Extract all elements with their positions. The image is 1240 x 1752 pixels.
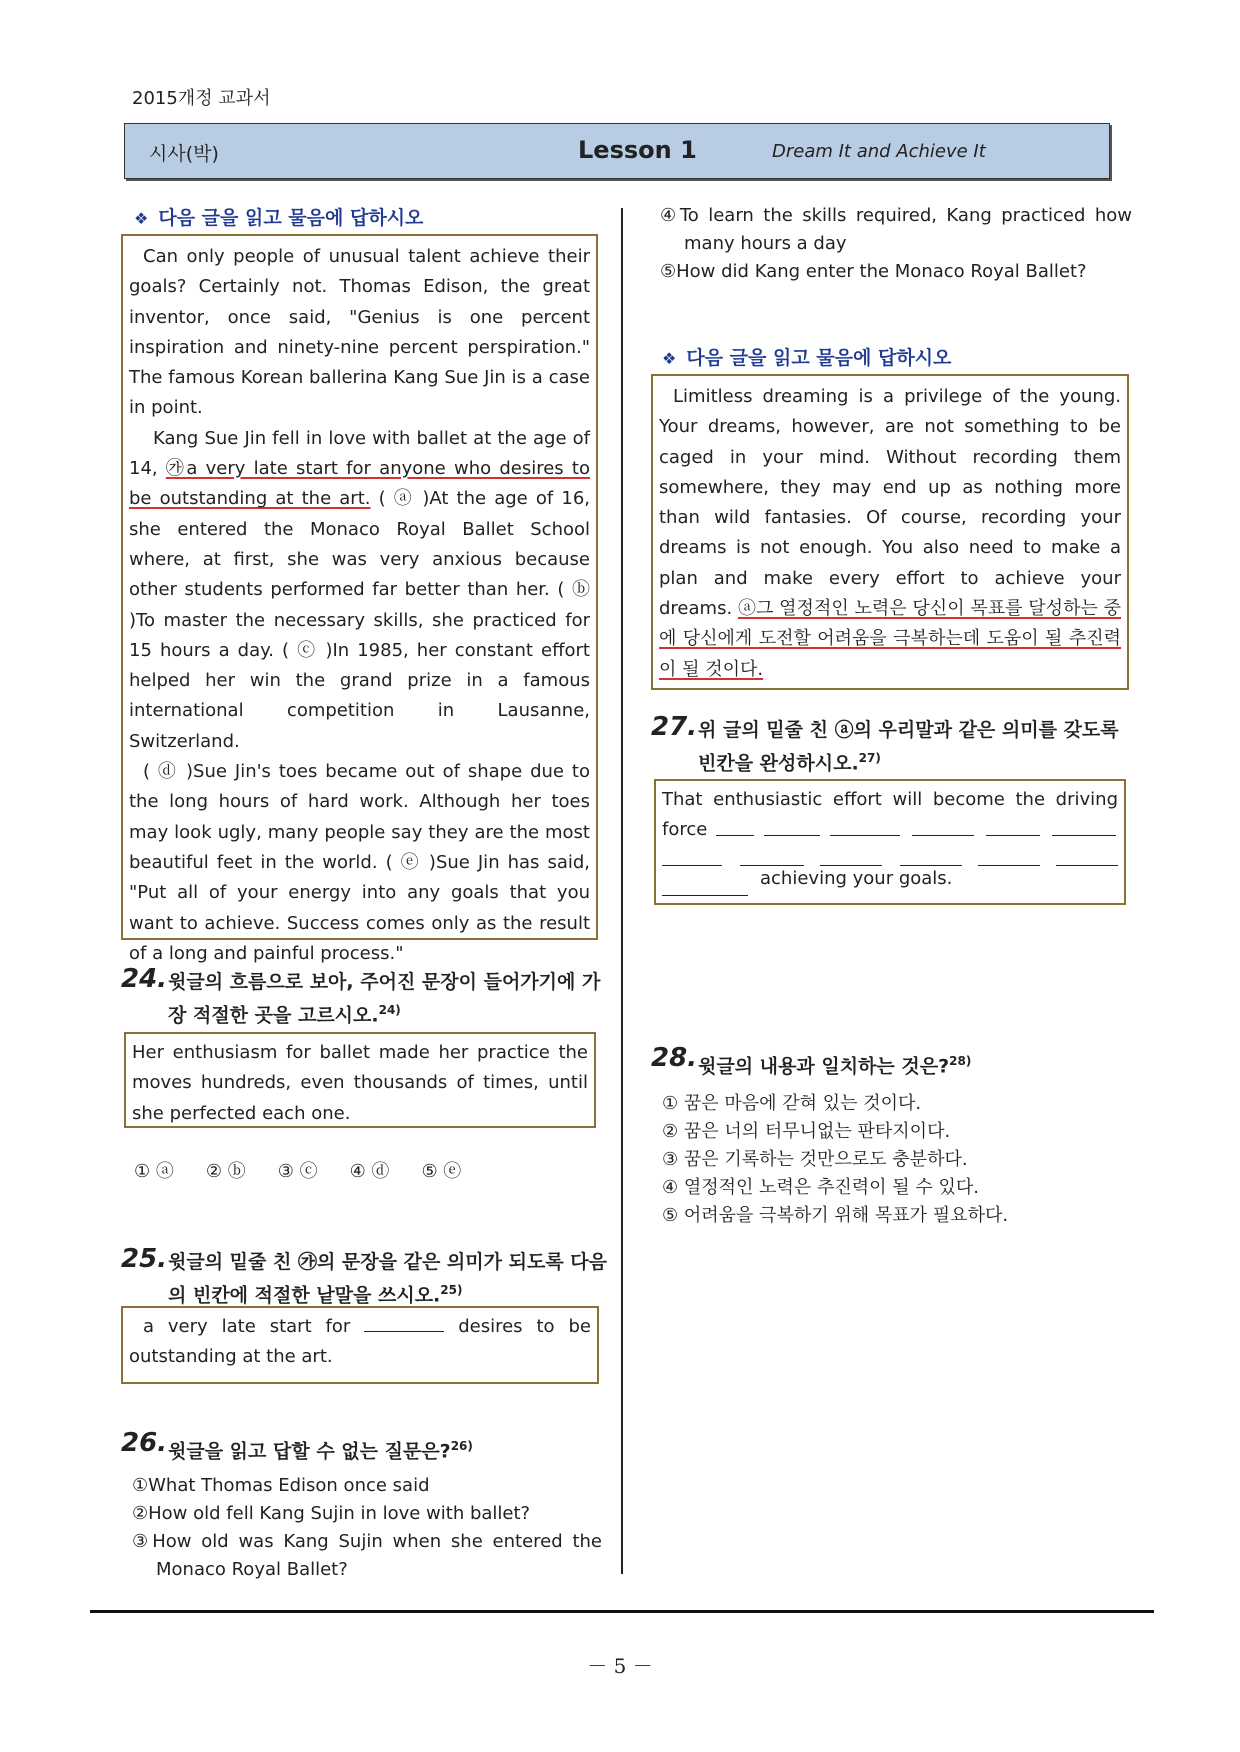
choice[interactable]: ③ ⓒ	[277, 1161, 318, 1182]
option[interactable]: ① 꿈은 마음에 갇혀 있는 것이다.	[662, 1093, 922, 1114]
choice[interactable]: ④ ⓓ	[349, 1161, 390, 1182]
column-divider	[621, 208, 623, 1574]
option[interactable]: ③How old was Kang Sujin when she entered the Monaco Royal Ballet?	[132, 1531, 602, 1580]
option[interactable]: ③ 꿈은 기록하는 것만으로도 충분하다.	[662, 1149, 968, 1170]
fill-blank-box: a very late start for desires to be outstanding at the art.	[121, 1306, 599, 1384]
translation-blank-box: That enthusiastic effort will become the driving force achieving your goals.	[654, 779, 1126, 905]
option[interactable]: ② 꿈은 너의 터무니없는 판타지이다.	[662, 1121, 951, 1142]
choice[interactable]: ① ⓐ	[134, 1161, 174, 1182]
answer-blank[interactable]	[986, 817, 1040, 836]
option[interactable]: ⑤How did Kang enter the Monaco Royal Ballet?	[660, 261, 1087, 282]
answer-blank[interactable]	[1052, 817, 1116, 836]
question-number: 26.	[121, 1428, 168, 1458]
question-text: 윗글의 내용과 일치하는 것은?$^{28)}$	[698, 1054, 972, 1078]
section-heading-right: ❖ 다음 글을 읽고 물음에 답하시오	[662, 347, 952, 369]
lesson-number: Lesson 1	[578, 136, 697, 164]
answer-blank[interactable]	[1056, 847, 1118, 866]
option[interactable]: ⑤ 어려움을 극복하기 위해 목표가 필요하다.	[662, 1205, 1009, 1226]
option[interactable]: ④To learn the skills required, Kang practiced how many hours a day	[660, 205, 1132, 254]
question-27	[651, 712, 1135, 777]
question-text: 위 글의 밑줄 친 ⓐ의 우리말과 같은 의미를 갖도록 빈칸을 완성하시오.$^{27)}$	[698, 719, 1119, 775]
answer-blank[interactable]	[716, 817, 754, 836]
textbook-name: 시사(박)	[149, 143, 219, 165]
choice[interactable]: ⑤ ⓔ	[421, 1161, 462, 1182]
answer-blank[interactable]	[830, 817, 900, 836]
question-text: 윗글의 밑줄 친 ㉮의 문장을 같은 의미가 되도록 다음의 빈칸에 적절한 낱말을 쓰시오.$^{25)}$	[168, 1251, 607, 1307]
q28-options	[662, 1090, 1122, 1230]
publisher-label: 2015개정 교과서	[132, 88, 271, 109]
question-text: 윗글을 읽고 답할 수 없는 질문은?$^{26)}$	[168, 1439, 473, 1463]
underlined-sentence-a: ⓐ그 열정적인 노력은 당신이 목표를 달성하는 중에 당신에게 도전할 어려움을 극복하는데 도움이 될 추진력이 될 것이다.	[659, 598, 1122, 680]
question-24	[121, 964, 611, 1029]
passage-paragraph: Limitless dreaming is a privilege of the young. Your dreams, however, are not something to be caged in your mind. Without recording them somewhere, they may end up as nothing more than wild fantasies. Of course, recording your dreams is not enough. You also need to make a plan and make every effort to achieve your dreams. ⓐ그 열정적인 노력은 당신이 목표를 달성하는 중에 당신에게 도전할 어려움을 극복하는데 도움이 될 추진력이 될 것이다.	[659, 386, 1122, 680]
section-heading-left: ❖ 다음 글을 읽고 물음에 답하시오	[134, 207, 424, 229]
answer-blank[interactable]	[764, 817, 820, 836]
underlined-sentence-ga: ㉮a very late start for anyone who desires to be outstanding at the art.	[129, 458, 590, 510]
answer-blank[interactable]	[662, 847, 722, 866]
answer-blank[interactable]	[912, 817, 974, 836]
diamond-bullet-icon: ❖	[662, 349, 677, 368]
option[interactable]: ④ 열정적인 노력은 추진력이 될 수 있다.	[662, 1177, 980, 1198]
page-number: － 5 －	[587, 1654, 653, 1678]
passage-box-right	[651, 374, 1129, 690]
given-sentence-box: Her enthusiasm for ballet made her practice the moves hundreds, even thousands of times, until she perfected each one.	[124, 1032, 596, 1128]
lesson-title: Dream It and Achieve It	[772, 141, 986, 162]
question-28	[651, 1043, 1135, 1080]
passage-paragraph: ( ⓓ )Sue Jin's toes became out of shape due to the long hours of hard work. Although her toes may look ugly, many people say they are the most beautiful feet in the world. ( ⓔ )Sue Jin has said, "Put all of your energy into any goals that you want to achieve. Success comes only as the result of a long and painful process."	[129, 761, 590, 964]
passage-paragraph: Can only people of unusual talent achieve their goals? Certainly not. Thomas Edison, the great inventor, once said, "Genius is one percent inspiration and ninety-nine percent perspiration." The famous Korean ballerina Kang Sue Jin is a case in point.	[129, 246, 590, 419]
q26-options-continued	[660, 202, 1132, 286]
answer-blank[interactable]	[364, 1313, 444, 1332]
question-26	[121, 1428, 611, 1465]
lesson-header-bar	[124, 123, 1110, 179]
question-number: 28.	[651, 1043, 698, 1073]
q26-options	[132, 1472, 602, 1584]
question-number: 25.	[121, 1244, 168, 1274]
answer-blank[interactable]	[662, 877, 748, 896]
question-number: 24.	[121, 964, 168, 994]
footer-rule	[90, 1610, 1154, 1613]
passage-box-left	[121, 234, 598, 964]
answer-blank[interactable]	[978, 847, 1040, 866]
option[interactable]: ①What Thomas Edison once said	[132, 1475, 430, 1496]
question-25	[121, 1244, 611, 1309]
diamond-bullet-icon: ❖	[134, 209, 149, 228]
q24-choices	[134, 1158, 554, 1186]
question-text: 윗글의 흐름으로 보아, 주어진 문장이 들어가기에 가장 적절한 곳을 고르시오.$^{24)}$	[168, 971, 601, 1027]
option[interactable]: ②How old fell Kang Sujin in love with ballet?	[132, 1503, 531, 1524]
passage-paragraph: Kang Sue Jin fell in love with ballet at the age of 14, ㉮a very late start for anyone who desires to be outstanding at the art. ( ⓐ )At the age of 16, she entered the Monaco Royal Ballet School where, at first, she was very anxious because other students performed far better than her. ( ⓑ )To master the necessary skills, she practiced for 15 hours a day. ( ⓒ )In 1985, her constant effort helped her win the grand prize in a famous international competition in Lausanne, Switzerland.	[129, 427, 590, 752]
choice[interactable]: ② ⓑ	[205, 1161, 246, 1182]
question-number: 27.	[651, 712, 698, 742]
